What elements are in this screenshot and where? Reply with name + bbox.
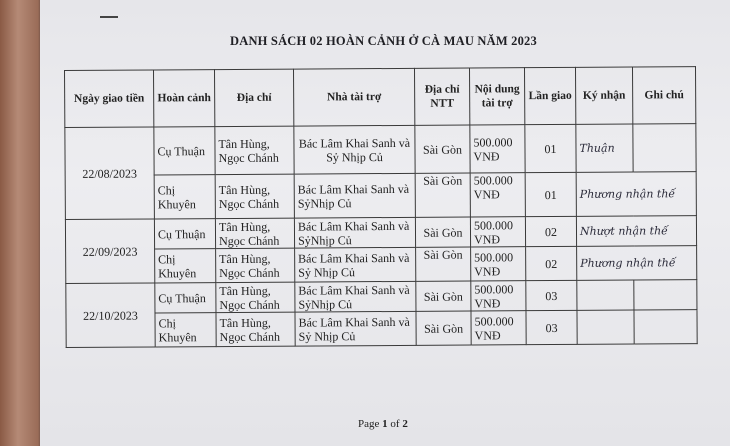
case-cell: Chị Khuyên — [154, 175, 215, 219]
page-mark — [100, 16, 118, 18]
handwritten-signature: Phương nhận thế — [579, 187, 676, 201]
times-cell: 02 — [525, 216, 576, 246]
header-note: Ghi chú — [632, 67, 695, 124]
date-cell: 22/10/2023 — [66, 283, 155, 348]
address-cell: Tân Hùng, Ngọc Chánh — [216, 312, 295, 346]
sponsor-cell: Bác Lâm Khai Sanh và SỷNhịp Củ — [295, 281, 416, 312]
table-row — [65, 172, 696, 220]
handwritten-signature: Thuận — [579, 141, 615, 155]
table-row — [66, 280, 697, 314]
times-cell: 03 — [526, 280, 577, 310]
handwritten-signature: Nhượt nhận thế — [579, 224, 668, 238]
amount-cell: 500.000 VNĐ — [470, 125, 525, 173]
times-cell: 01 — [525, 172, 576, 216]
footer-page-total: 2 — [402, 418, 408, 430]
ntt-cell: Sài Gòn — [416, 247, 471, 281]
header-sponsor: Nhà tài trợ — [293, 68, 414, 126]
table-row — [65, 124, 696, 176]
case-cell: Chị Khuyên — [155, 313, 216, 347]
case-cell: Cụ Thuận — [155, 283, 216, 313]
note-cell — [633, 124, 696, 172]
address-cell: Tân Hùng, Ngọc Chánh — [216, 282, 295, 312]
case-cell: Cụ Thuận — [154, 127, 215, 175]
amount-cell: 500.000 VNĐ — [471, 247, 526, 281]
header-content: Nội dung tài trợ — [469, 68, 524, 125]
times-cell: 01 — [525, 124, 576, 172]
footer-of: of — [387, 418, 403, 430]
times-cell: 02 — [526, 246, 577, 280]
signature-cell — [576, 216, 696, 247]
address-cell: Tân Hùng, Ngọc Chánh — [215, 174, 294, 218]
page-footer — [358, 418, 408, 430]
times-cell: 03 — [526, 310, 577, 344]
header-case: Hoàn cảnh — [154, 70, 215, 127]
note-cell — [634, 310, 697, 344]
sponsor-cell: Bác Lâm Khai Sanh và Sỷ Nhịp Củ — [295, 247, 416, 282]
date-cell: 22/08/2023 — [65, 127, 155, 220]
case-cell: Chị Khuyên — [155, 249, 216, 283]
signature-cell — [577, 280, 634, 310]
header-times: Lần giao — [524, 67, 575, 124]
address-cell: Tân Hùng, Ngọc Chánh — [215, 218, 294, 248]
ntt-cell: Sài Gòn — [416, 311, 471, 345]
header-ntt-address: Địa chỉ NTT — [414, 68, 469, 125]
ntt-cell: Sài Gòn — [415, 217, 470, 247]
footer-page-number: 1 — [382, 418, 388, 430]
handover-table — [64, 66, 698, 348]
footer-prefix: Page — [358, 418, 383, 430]
document-title: DANH SÁCH 02 HOÀN CẢNH Ở CÀ MAU NĂM 2023 — [230, 34, 537, 48]
handwritten-signature: Phương nhận thế — [580, 256, 676, 270]
address-cell: Tân Hùng, Ngọc Chánh — [215, 126, 294, 174]
header-address: Địa chỉ — [215, 69, 294, 126]
address-cell: Tân Hùng, Ngọc Chánh — [216, 248, 295, 282]
amount-cell: 500.000 VNĐ — [471, 281, 526, 311]
header-signed: Ký nhận — [575, 67, 632, 124]
table-row — [66, 310, 697, 348]
amount-cell: 500.000 VNĐ — [470, 173, 525, 217]
table-row — [65, 216, 696, 250]
amount-cell: 500.000 VNĐ — [471, 311, 526, 345]
signature-cell — [577, 246, 697, 281]
table-header-row — [65, 67, 696, 128]
case-cell: Cụ Thuận — [154, 219, 215, 249]
table-row — [66, 246, 697, 284]
header-date: Ngày giao tiền — [65, 70, 154, 128]
signature-cell — [576, 124, 633, 172]
amount-cell: 500.000 VNĐ — [470, 217, 525, 247]
signature-cell — [576, 172, 696, 217]
sponsor-cell: Bác Lâm Khai Sanh và Sỷ Nhịp Củ — [295, 311, 416, 346]
ntt-cell: Sài Gòn — [415, 173, 470, 217]
note-cell — [634, 280, 697, 310]
ntt-cell: Sài Gòn — [415, 125, 470, 173]
date-cell: 22/09/2023 — [65, 219, 154, 284]
sponsor-cell: Bác Lâm Khai Sanh và Sỷ Nhịp Củ — [294, 125, 415, 174]
signature-cell — [577, 310, 634, 344]
sponsor-cell: Bác Lâm Khai Sanh và SỷNhịp Củ — [294, 217, 415, 248]
sponsor-cell: Bác Lâm Khai Sanh và SỷNhịp Củ — [294, 173, 415, 218]
ntt-cell: Sài Gòn — [416, 281, 471, 311]
